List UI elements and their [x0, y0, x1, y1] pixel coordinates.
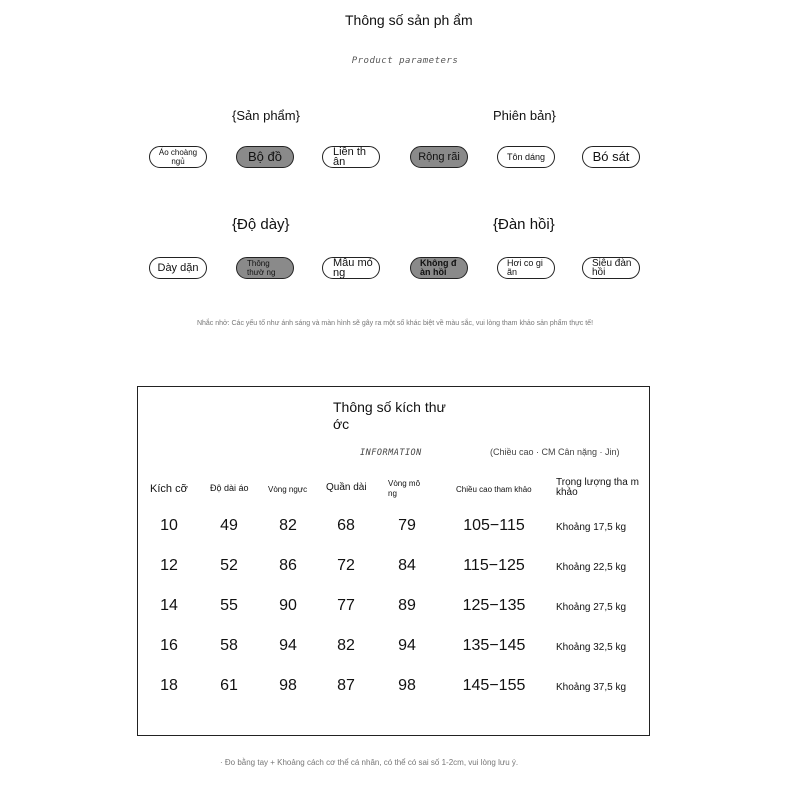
table-cell: Khoảng 32,5 kg	[555, 642, 627, 653]
table-cell: 82	[337, 637, 355, 654]
table-cell: 16	[160, 637, 178, 654]
group-heading-product: {Sản phẩm}	[232, 108, 300, 123]
table-cell: 18	[160, 677, 178, 694]
option-flattering[interactable]	[497, 146, 555, 168]
option-label: Tôn dáng	[506, 151, 546, 162]
measurement-note: · Đo bằng tay + Khoảng cách cơ thể cá nhân, có thể có sai số 1-2cm, vui lòng lưu ý.	[220, 758, 519, 767]
table-cell: 135−145	[462, 637, 526, 654]
option-label: Mẫu mỏ ng	[333, 257, 373, 279]
option-label: Bó sát	[592, 149, 630, 164]
table-cell: 82	[279, 517, 297, 534]
column-header-pants-length: Quần dài	[326, 482, 367, 493]
table-cell: Khoảng 37,5 kg	[555, 682, 627, 693]
size-table-unit-label: (Chiều cao · CM Cân nặng · Jin)	[490, 447, 620, 457]
option-thin[interactable]	[322, 257, 380, 279]
size-table-info-label: INFORMATION	[360, 448, 422, 458]
column-header-hip: Vòng mô ng	[388, 479, 421, 498]
table-cell: 94	[398, 637, 416, 654]
group-heading-thickness: {Độ dày}	[232, 216, 290, 233]
table-cell: 94	[279, 637, 297, 654]
table-cell: 52	[220, 557, 238, 574]
table-cell: 98	[279, 677, 297, 694]
table-cell: 49	[220, 517, 238, 534]
table-cell: 61	[220, 677, 238, 694]
table-cell: 77	[337, 597, 355, 614]
table-cell: 115−125	[463, 557, 525, 574]
option-label: Thông thườ ng	[247, 259, 276, 277]
table-cell: 90	[279, 597, 297, 614]
table-cell: Khoảng 27,5 kg	[555, 602, 627, 613]
column-header-top-length: Độ dài áo	[210, 483, 249, 493]
table-cell: 145−155	[462, 677, 526, 694]
column-header-size: Kích cỡ	[150, 483, 188, 495]
table-cell: 87	[337, 677, 355, 694]
page-subtitle: Product parameters	[351, 56, 459, 66]
option-label: Áo choàng ngủ	[158, 148, 198, 166]
option-loose[interactable]	[410, 146, 468, 168]
option-label: Rộng rãi	[418, 151, 460, 163]
option-label: Siêu đàn hồi	[592, 258, 632, 278]
column-header-ref-weight: Trọng lượng tha m khảo	[556, 477, 639, 498]
table-cell: 10	[160, 517, 178, 534]
option-robe[interactable]	[149, 146, 207, 168]
table-cell: 58	[220, 637, 238, 654]
group-heading-elasticity: {Đàn hồi}	[493, 216, 555, 233]
table-cell: 72	[337, 557, 355, 574]
option-thick[interactable]	[149, 257, 207, 279]
table-cell: 98	[398, 677, 416, 694]
option-label: Liền th ân	[333, 146, 367, 168]
option-slightly-elastic[interactable]	[497, 257, 555, 279]
table-cell: Khoảng 17,5 kg	[555, 522, 627, 533]
option-super-elastic[interactable]	[582, 257, 640, 279]
table-cell: 125−135	[462, 597, 526, 614]
table-cell: 84	[398, 557, 416, 574]
option-non-elastic[interactable]	[410, 257, 468, 279]
option-tight[interactable]	[582, 146, 640, 168]
option-set[interactable]	[236, 146, 294, 168]
color-notice: Nhắc nhở: Các yếu tố như ánh sáng và màn hình sẽ gây ra một số khác biệt về màu sắc, vui lòng tham khảo sản phẩm thực tế!	[196, 320, 594, 327]
table-cell: Khoảng 22,5 kg	[555, 562, 627, 573]
option-label: Hơi co gi ãn	[507, 258, 543, 277]
table-cell: 105−115	[463, 517, 525, 534]
table-cell: 79	[398, 517, 416, 534]
table-cell: 12	[160, 557, 178, 574]
option-jumpsuit[interactable]	[322, 146, 380, 168]
option-label: Bộ đồ	[248, 149, 282, 164]
table-cell: 14	[160, 597, 178, 614]
table-cell: 55	[220, 597, 238, 614]
page-title: Thông số sản ph ẩm	[345, 12, 473, 28]
table-cell: 86	[279, 557, 297, 574]
option-label: Không đ àn hồi	[420, 258, 457, 277]
table-cell: 89	[398, 597, 416, 614]
group-heading-version: Phiên bản}	[493, 108, 556, 123]
option-label: Dày dặn	[157, 262, 199, 274]
column-header-ref-height: Chiều cao tham khảo	[456, 485, 532, 494]
table-cell: 68	[337, 517, 355, 534]
option-normal[interactable]	[236, 257, 294, 279]
column-header-chest: Vòng ngực	[268, 485, 308, 494]
size-table-title: Thông số kích thư ớc	[333, 399, 446, 432]
